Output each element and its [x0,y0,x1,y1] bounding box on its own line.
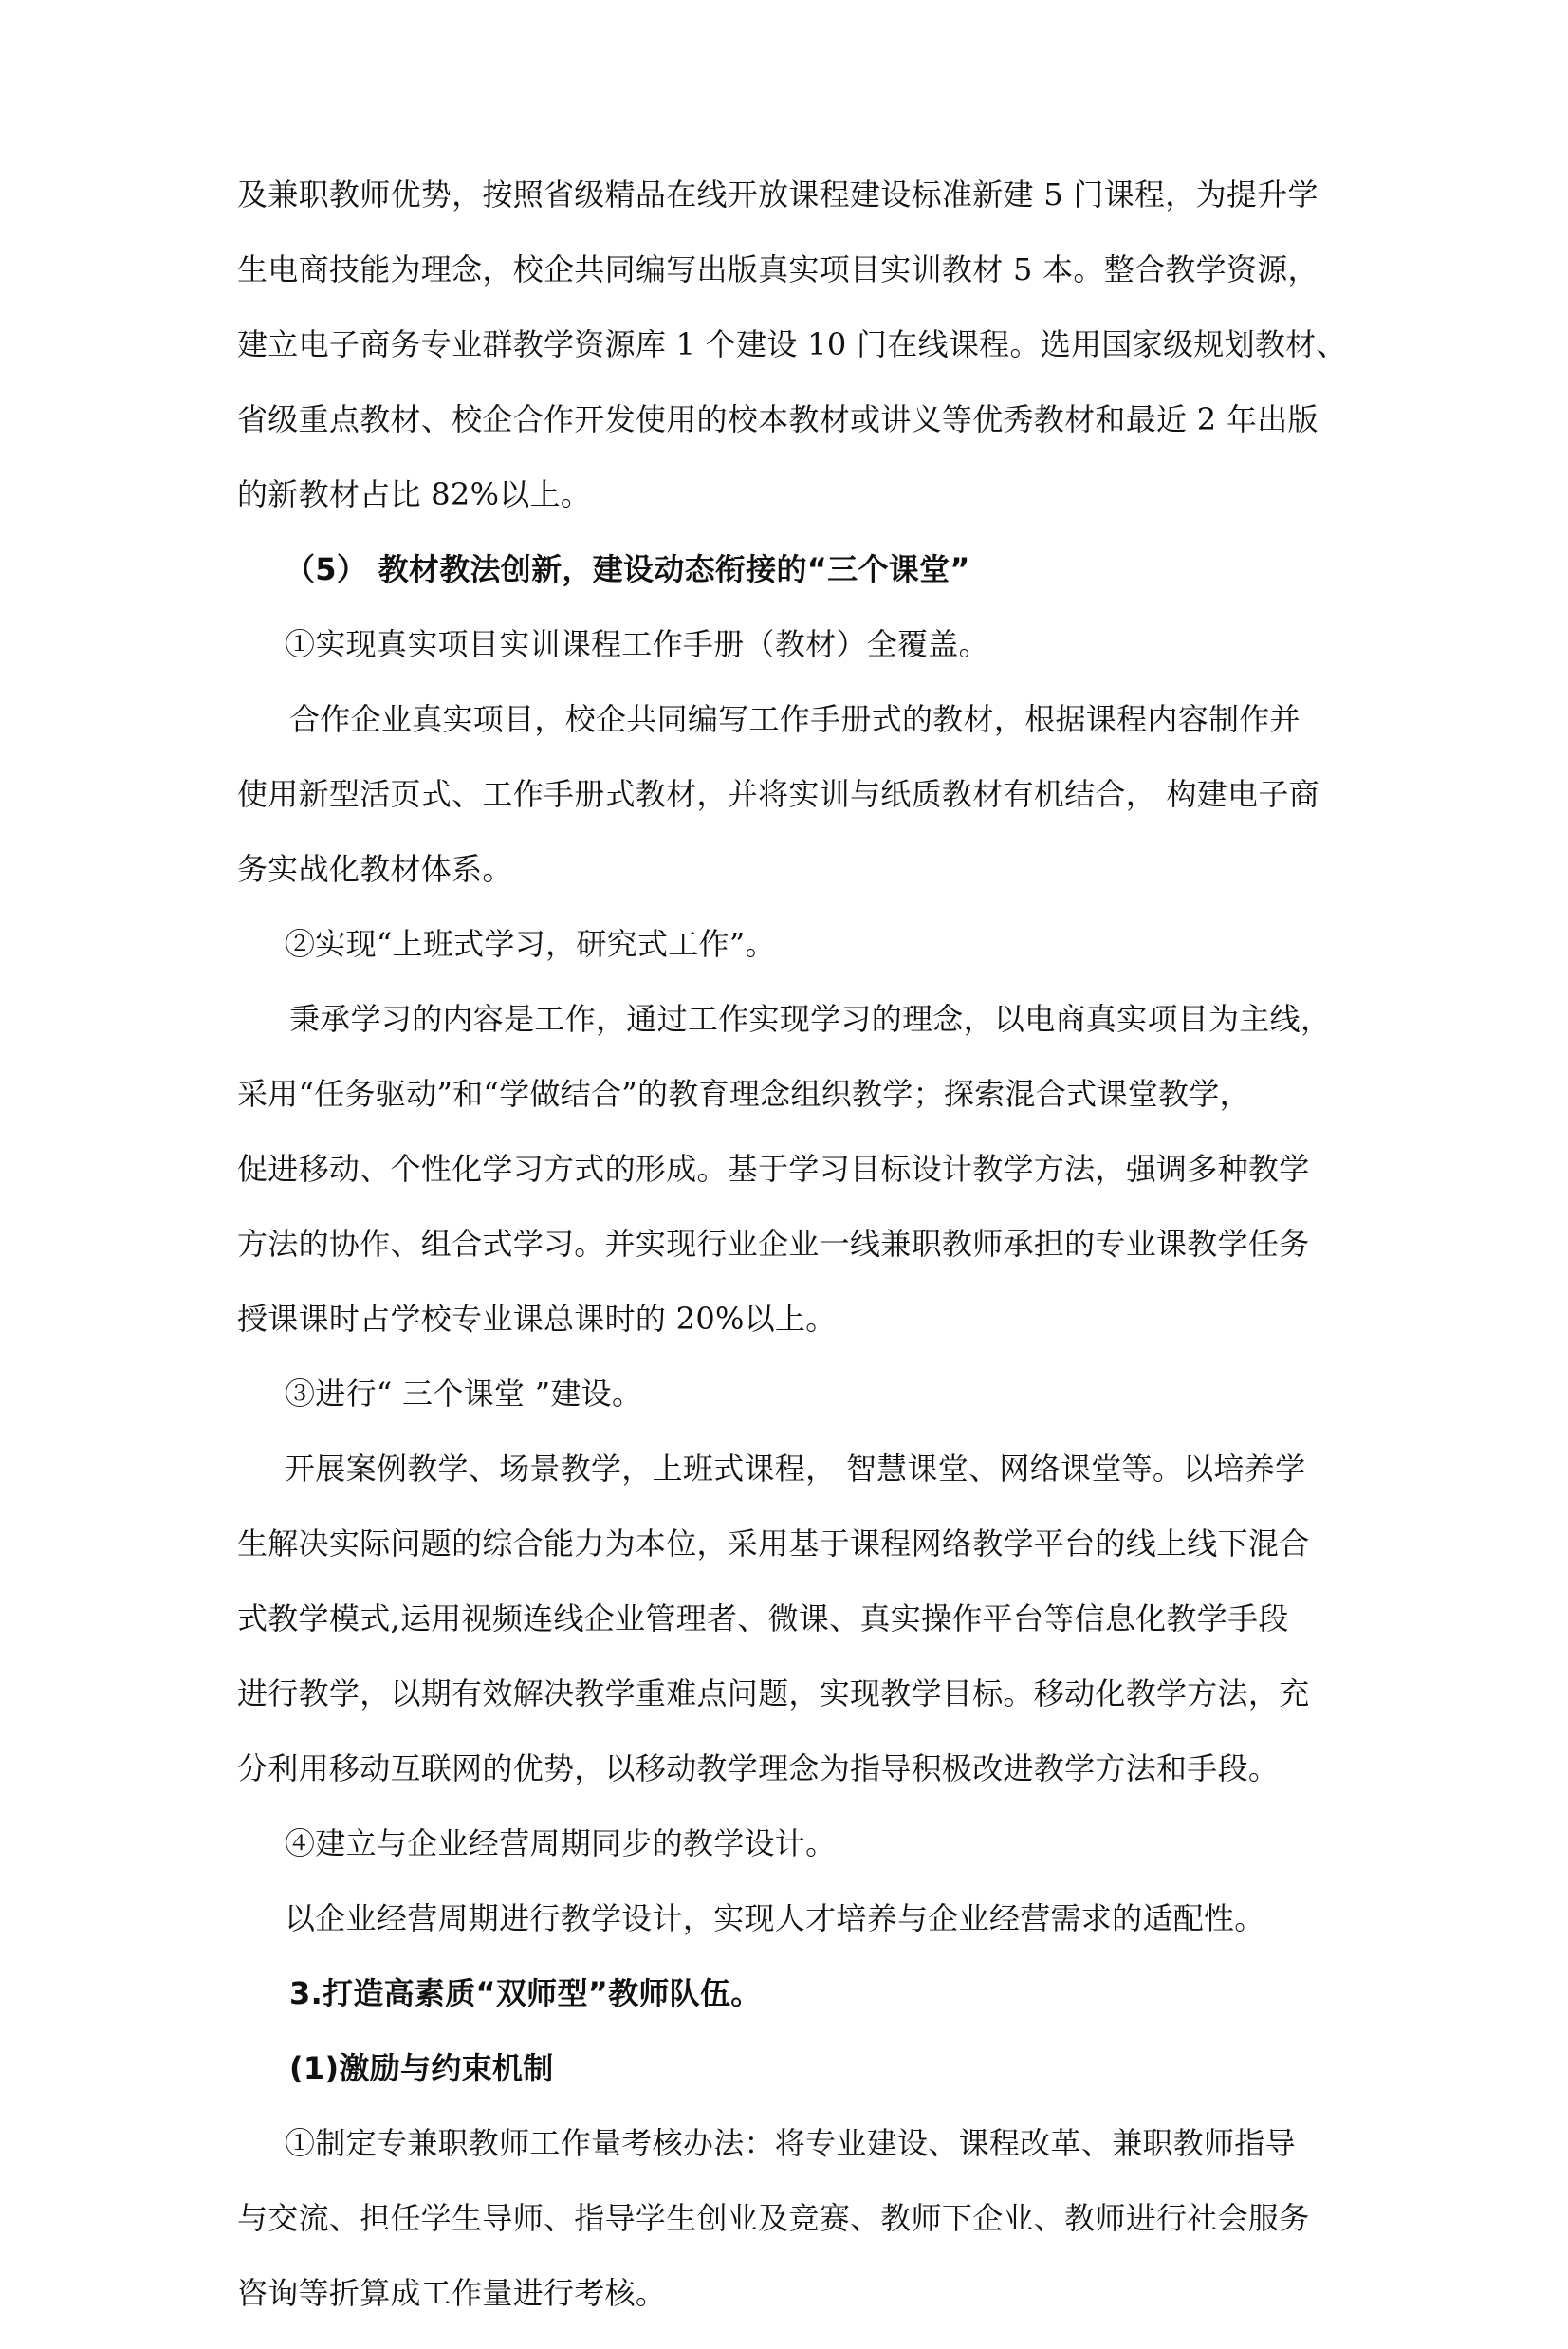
paragraph-line: 授课课时占学校专业课总课时的 20%以上。 [237,1301,837,1337]
subsection-heading: ③进行“ 三个课堂 ”建设。 [285,1376,643,1412]
paragraph-line: 开展案例教学、场景教学，上班式课程， 智慧课堂、网络课堂等。以培养学 [285,1451,1306,1487]
paragraph-line: 合作企业真实项目，校企共同编写工作手册式的教材，根据课程内容制作并 [289,701,1301,737]
paragraph-line: 分利用移动互联网的优势，以移动教学理念为指导积极改进教学方法和手段。 [237,1750,1280,1786]
paragraph-line: 生电商技能为理念，校企共同编写出版真实项目实训教材 5 本。整合教学资源， [237,251,1319,287]
paragraph-line: 使用新型活页式、工作手册式教材，并将实训与纸质教材有机结合， 构建电子商 [237,776,1319,812]
paragraph-line: 及兼职教师优势，按照省级精品在线开放课程建设标准新建 5 门课程，为提升学 [237,176,1319,213]
subsection-heading: ①实现真实项目实训课程工作手册（教材）全覆盖。 [285,626,989,662]
paragraph-line: 以企业经营周期进行教学设计，实现人才培养与企业经营需求的适配性。 [285,1900,1265,1936]
paragraph-line: 生解决实际问题的综合能力为本位，采用基于课程网络教学平台的线上线下混合 [237,1526,1310,1562]
paragraph-line: 采用“任务驱动”和“学做结合”的教育理念组织教学；探索混合式课堂教学， [237,1076,1250,1112]
paragraph-line: 咨询等折算成工作量进行考核。 [237,2275,667,2311]
paragraph-line: 式教学模式,运用视频连线企业管理者、微课、真实操作平台等信息化教学手段 [237,1600,1289,1637]
document-body [237,176,1347,2349]
subsection-heading: ②实现“上班式学习，研究式工作”。 [285,926,776,962]
paragraph-line: 促进移动、个性化学习方式的形成。基于学习目标设计教学方法，强调多种教学 [237,1151,1310,1187]
section-heading: 3.打造高素质“双师型”教师队伍。 [289,1975,762,2011]
paragraph-line: 进行教学，以期有效解决教学重难点问题，实现教学目标。移动化教学方法，充 [237,1675,1310,1711]
paragraph-line: 方法的协作、组合式学习。并实现行业企业一线兼职教师承担的专业课教学任务 [237,1226,1310,1262]
subsection-heading: ④建立与企业经营周期同步的教学设计。 [285,1825,837,1861]
paragraph-line: 秉承学习的内容是工作，通过工作实现学习的理念，以电商真实项目为主线， [289,1001,1332,1037]
paragraph-line: ①制定专兼职教师工作量考核办法：将专业建设、课程改革、兼职教师指导 [285,2125,1296,2161]
section-heading: （5） 教材教法创新，建设动态衔接的“三个课堂” [285,551,970,587]
paragraph-line: 与交流、担任学生导师、指导学生创业及竞赛、教师下企业、教师进行社会服务 [237,2200,1310,2236]
paragraph-line: 建立电子商务专业群教学资源库 1 个建设 10 门在线课程。选用国家级规划教材、 [237,326,1347,362]
subsection-heading: (1)激励与约束机制 [289,2050,554,2086]
paragraph-line: 务实战化教材体系。 [237,851,513,887]
paragraph-line: 的新教材占比 82%以上。 [237,476,592,512]
paragraph-line: 省级重点教材、校企合作开发使用的校本教材或讲义等优秀教材和最近 2 年出版 [237,401,1319,437]
